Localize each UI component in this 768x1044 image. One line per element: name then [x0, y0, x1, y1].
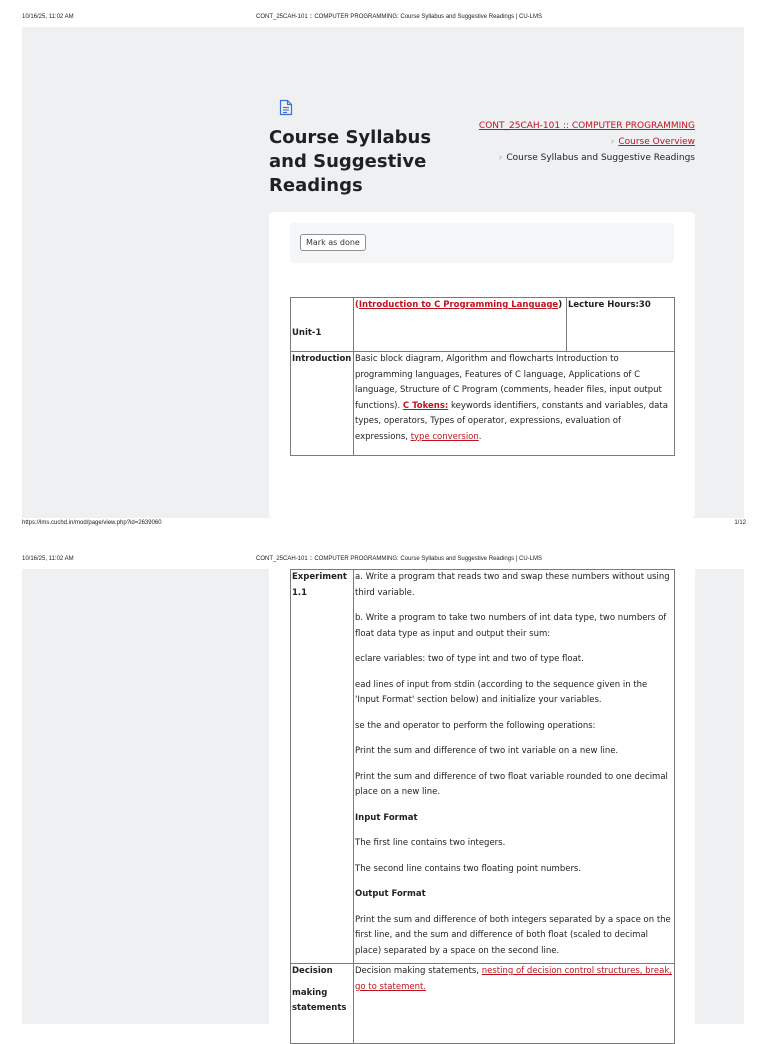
breadcrumb-section-link[interactable]: Course Overview — [618, 137, 695, 147]
type-conversion-link[interactable]: type conversion — [410, 431, 479, 442]
page-title: Course Syllabus and Suggestive Readings — [269, 127, 432, 196]
experiment-label: Experiment 1.1 — [291, 570, 354, 964]
decision-label: Decision making statements — [291, 964, 354, 1044]
chevron-right-icon: › — [498, 153, 503, 163]
mark-as-done-button[interactable]: Mark as done — [300, 234, 366, 251]
decision-content: Decision making statements, nesting of decision control structures, break, go to statement. — [354, 964, 675, 1044]
print-datetime: 10/16/25, 11:02 AM — [22, 556, 74, 562]
unit-topic-cell: (Introduction to C Programming Language) — [354, 298, 567, 352]
document-icon — [279, 99, 293, 116]
syllabus-table-experiments — [290, 569, 675, 1044]
syllabus-table-unit1 — [290, 297, 675, 456]
print-url: https://lms.cuchd.in/mod/page/view.php?id=2639060 — [22, 520, 162, 526]
output-format-heading: Output Format — [355, 889, 426, 899]
print-title: CONT_25CAH-101 :: COMPUTER PROGRAMMING: Course Syllabus and Suggestive Readings | CU-LMS — [256, 14, 542, 20]
experiment-content: a. Write a program that reads two and swap these numbers without using third variable. b. Write a program to take two numbers of int data type, two numbers of float data type as input and output their sum: eclare variables: two of type int and two of type float. ead lines of input from stdin (according to the sequence given in the 'Input Format' section below) and initialize your variables. se the and operator to perform the following operations: Print the sum and difference of two int variable on a new line. Print the sum and difference of two float variable rounded to one decimal place on a new line. Input Format The first line contains two integers. The second line contains two floating point numbers. Output Format Print the sum and difference of both integers separated by a space on the first line, and the sum and difference of both float (scaled to decimal place) separated by a space on the second line. — [354, 570, 675, 964]
introduction-label: Introduction — [291, 352, 354, 456]
breadcrumb-current-label: Course Syllabus and Suggestive Readings — [506, 153, 695, 163]
breadcrumb-current — [499, 153, 695, 163]
breadcrumb-course-link[interactable]: CONT_25CAH-101 :: COMPUTER PROGRAMMING — [478, 121, 695, 131]
unit-topic-link[interactable]: Introduction to C Programming Language — [358, 300, 559, 310]
breadcrumb-section — [611, 137, 695, 147]
lecture-hours: Lecture Hours:30 — [567, 298, 675, 352]
unit-label: Unit-1 — [291, 298, 354, 352]
chevron-right-icon: › — [610, 137, 615, 147]
input-format-heading: Input Format — [355, 812, 418, 823]
decision-structures-link[interactable]: nesting of decision control structures, break, go to statement. — [355, 966, 672, 992]
c-tokens-link[interactable]: C Tokens: — [402, 400, 449, 411]
print-page-number: 1/12 — [734, 520, 746, 526]
introduction-content: Basic block diagram, Algorithm and flowcharts Introduction to programming languages, Features of C language, Applications of C language, Structure of C Program (comments, header files, input output functions). C Tokens: keywords identifiers, constants and variables, data types, operators, Types of operator, expressions, evaluation of expressions, type conversion. — [354, 352, 675, 456]
print-title: CONT_25CAH-101 :: COMPUTER PROGRAMMING: Course Syllabus and Suggestive Readings | CU-LMS — [256, 556, 542, 562]
print-datetime: 10/16/25, 11:02 AM — [22, 14, 74, 20]
